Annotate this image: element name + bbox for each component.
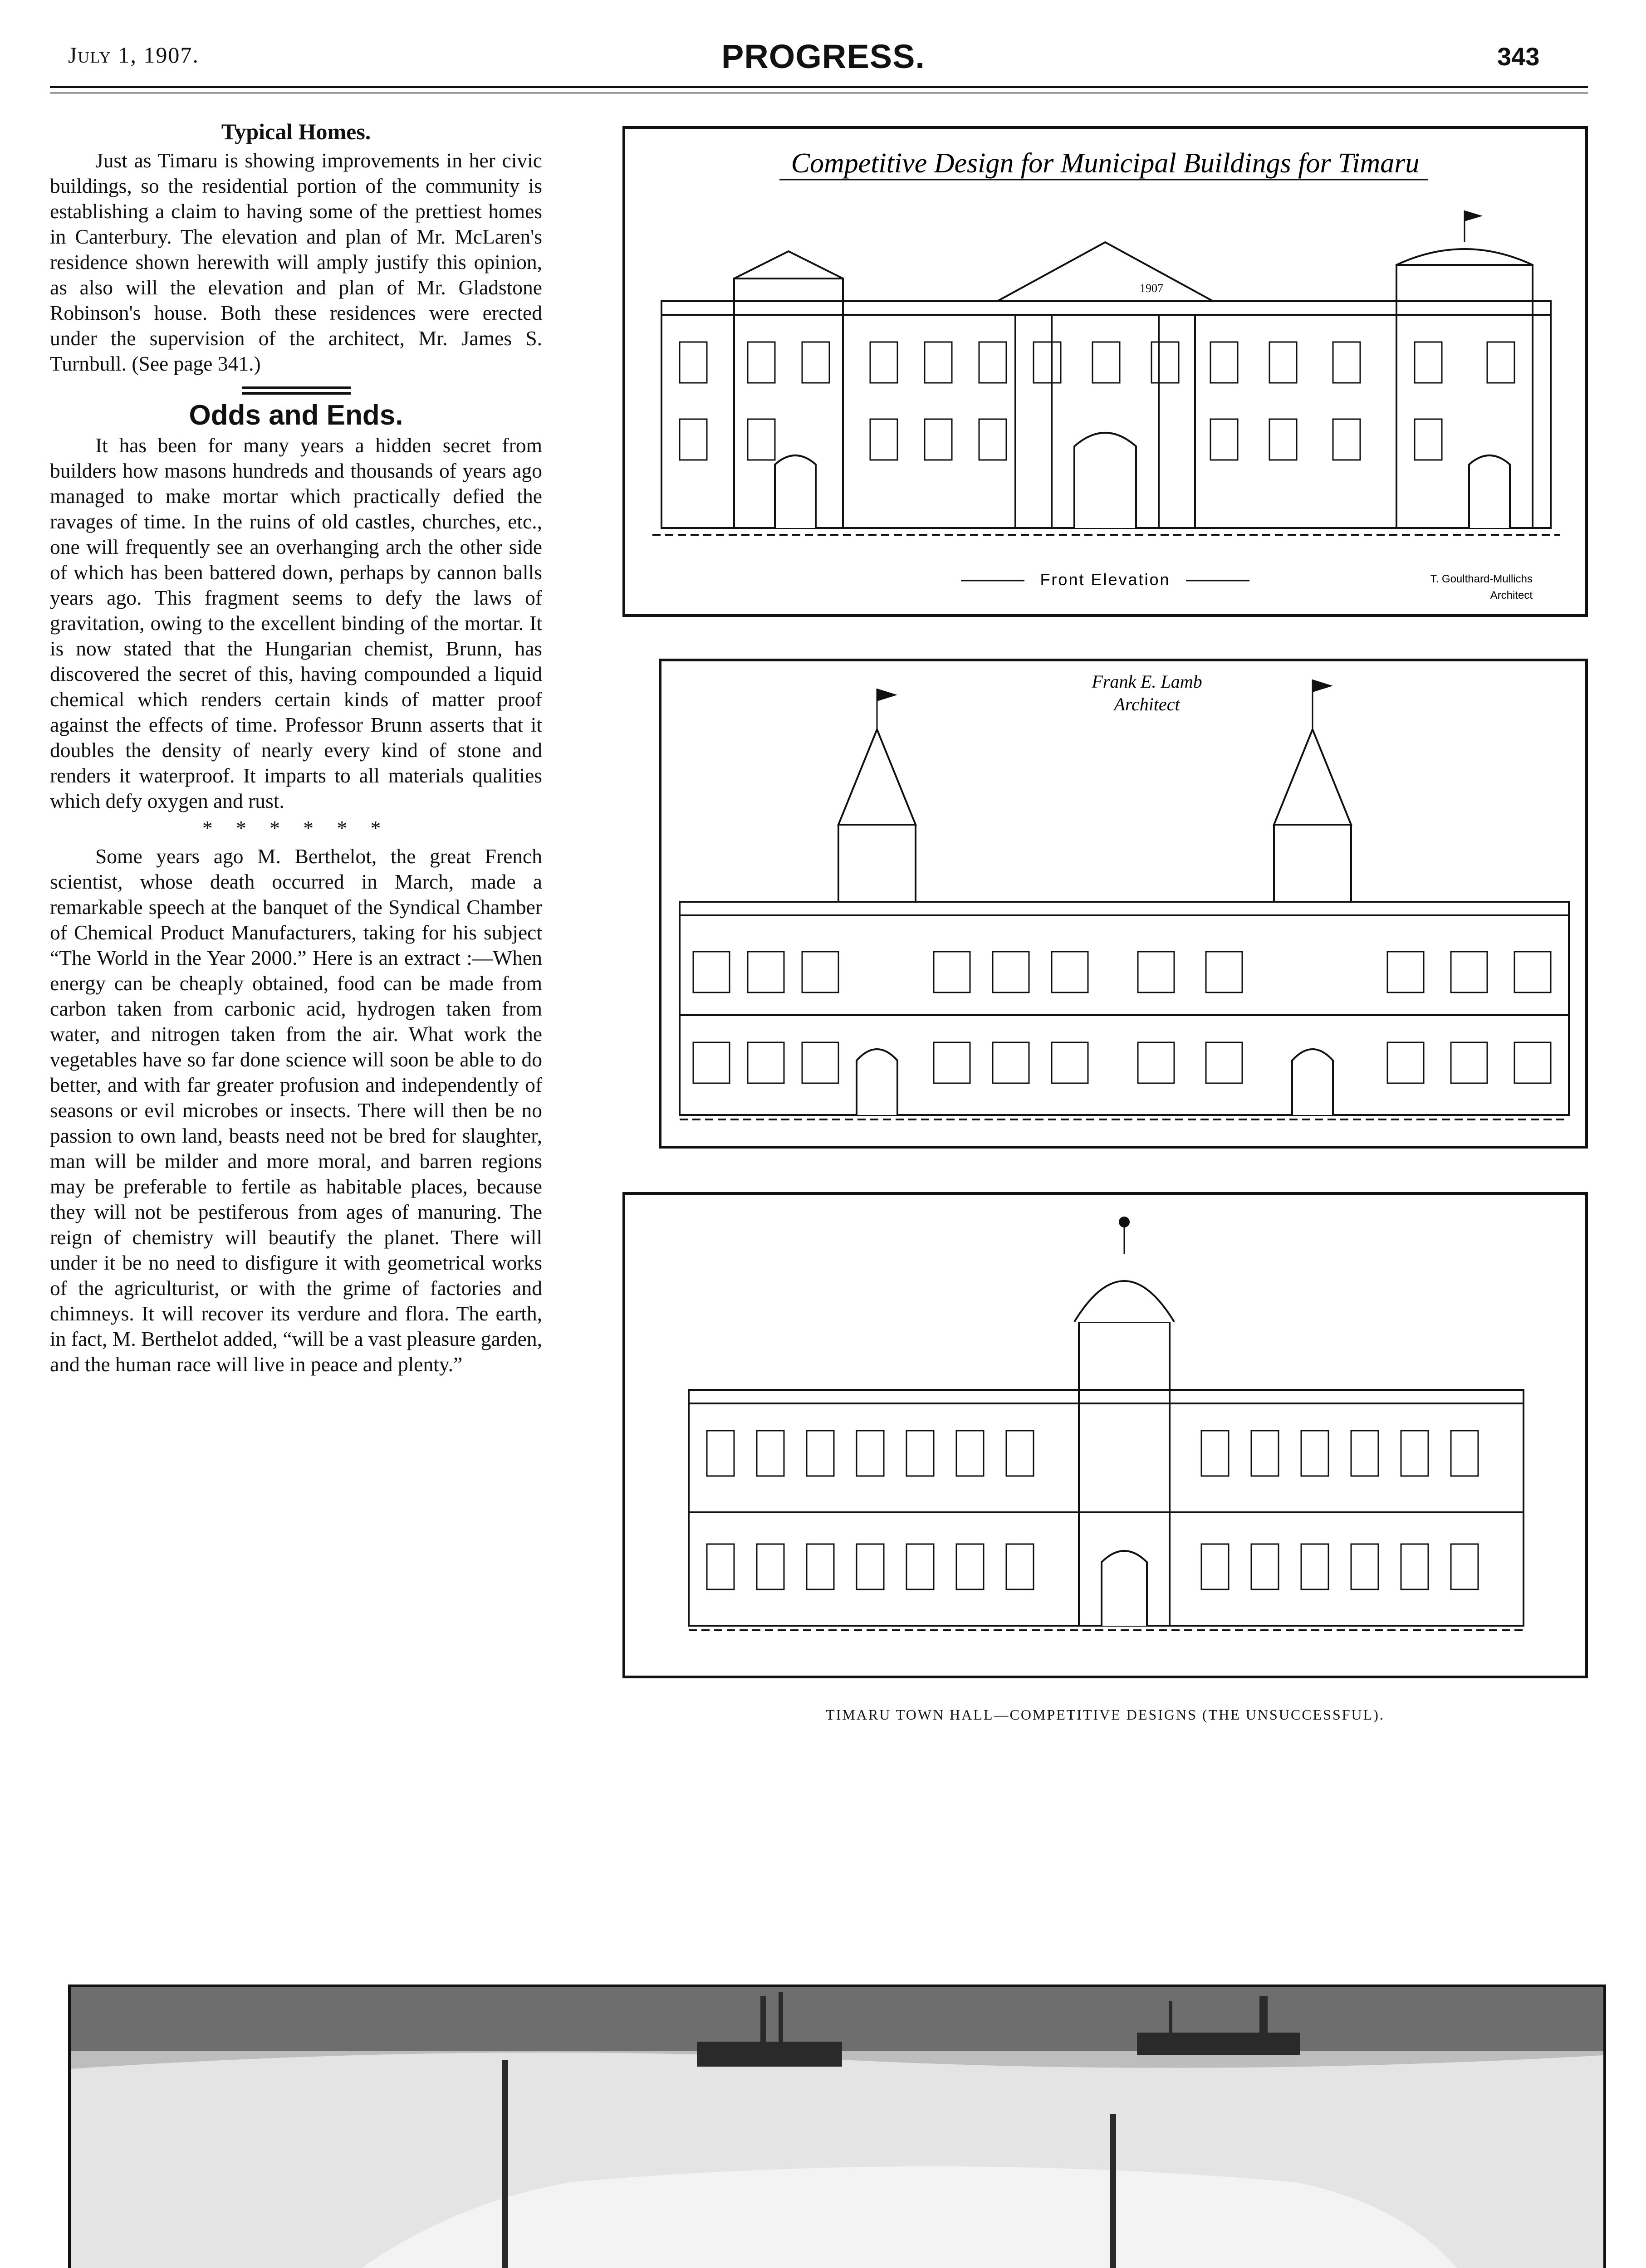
timaru-harbour-photograph <box>68 1984 1606 2268</box>
town-hall-caption: TIMARU TOWN HALL—COMPETITIVE DESIGNS (THE UNSUCCESSFUL). <box>826 1706 1385 1723</box>
domed-design-illustration <box>625 1195 1585 1676</box>
elevation-illustration <box>625 129 1585 614</box>
pediment-year: 1907 <box>1140 282 1163 295</box>
architect-2-role: Architect <box>1114 694 1180 714</box>
asterisk-separator: * * * * * * <box>202 816 390 840</box>
odds-and-ends-heading: Odds and Ends. <box>189 400 403 431</box>
municipal-buildings-elevation-drawing <box>622 126 1588 617</box>
header-rule-top <box>50 86 1588 88</box>
domed-design-drawing <box>622 1192 1588 1678</box>
front-elevation-label: Front Elevation <box>1040 570 1171 589</box>
header-date: July 1, 1907. <box>68 42 199 68</box>
drawing-title: Competitive Design for Municipal Buildings for Timaru <box>791 148 1420 179</box>
odds-and-ends-paragraph-1: It has been for many years a hidden secret from builders how masons hundreds and thousands of years ago managed to make mortar which practically defied the ravages of time. In the ruins of old castles, churches, etc., one will frequently see an overhanging arch the other side of which has been battered down, perhaps by cannon balls years ago. This fragment seems to defy the laws of gravitation, owing to the excellent binding of the mortar. It is now stated that the Hungarian chemist, Brunn, has discovered the secret of this, having compounded a liquid chemical which renders certain kinds of matter proof against the effects of time. Professor Brunn asserts that it doubles the density of nearly every kind of stone and renders it waterproof. It imparts to all materials qualities which defy oxygen and rust. <box>50 434 542 812</box>
twin-tower-design-drawing <box>659 659 1588 1149</box>
harbour-illustration <box>71 1987 1603 2268</box>
section-divider <box>242 385 351 396</box>
publication-title: PROGRESS. <box>721 38 925 75</box>
twin-tower-illustration <box>661 661 1585 1146</box>
architect-2-name: Frank E. Lamb <box>1092 671 1202 692</box>
typical-homes-paragraph: Just as Timaru is showing improvements in her civic buildings, so the residential portion of the community is establishing a claim to having some of the prettiest homes in Canterbury. The elevation and plan of Mr. McLaren's residence shown herewith will amply justify this opinion, as also will the elevation and plan of Mr. Gladstone Robinson's house. Both these residences were erected under the supervision of the architect, Mr. James S. Turnbull. (See page 341.) <box>50 149 542 375</box>
architect-1-role: Architect <box>1490 589 1533 601</box>
typical-homes-heading: Typical Homes. <box>221 119 371 144</box>
left-text-column <box>50 119 542 1377</box>
architect-1-name: T. Goulthard-Mullichs <box>1430 573 1533 585</box>
odds-and-ends-paragraph-2: Some years ago M. Berthelot, the great French scientist, whose death occurred in March, made a remarkable speech at the banquet of the Syndical Chamber of Chemical Product Manufacturers, taking for his subject “The World in the Year 2000.” Here is an extract :—When energy can be cheaply obtained, food can be made from carbon taken from carbonic acid, hydrogen taken from water, and nitrogen taken from the air. What work the vegetables have so far done science will soon be able to do better, and with far greater profusion and independently of seasons or evil microbes or insects. There will then be no passion to own land, beasts need not be bred for slaughter, man will be milder and more moral, and barren regions may be preferable to fertile as habitable places, because they will not be pestiferous from ages of manuring. The reign of chemistry will beautify the planet. There will under it be no need to disfigure it with geometrical works of the agriculturist, or with the grime of factories and chimneys. It will recover its verdure and flora. The earth, in fact, M. Berthelot added, “will be a vast pleasure garden, and the human race will live in peace and plenty.” <box>50 845 542 1376</box>
page-number: 343 <box>1497 42 1540 71</box>
